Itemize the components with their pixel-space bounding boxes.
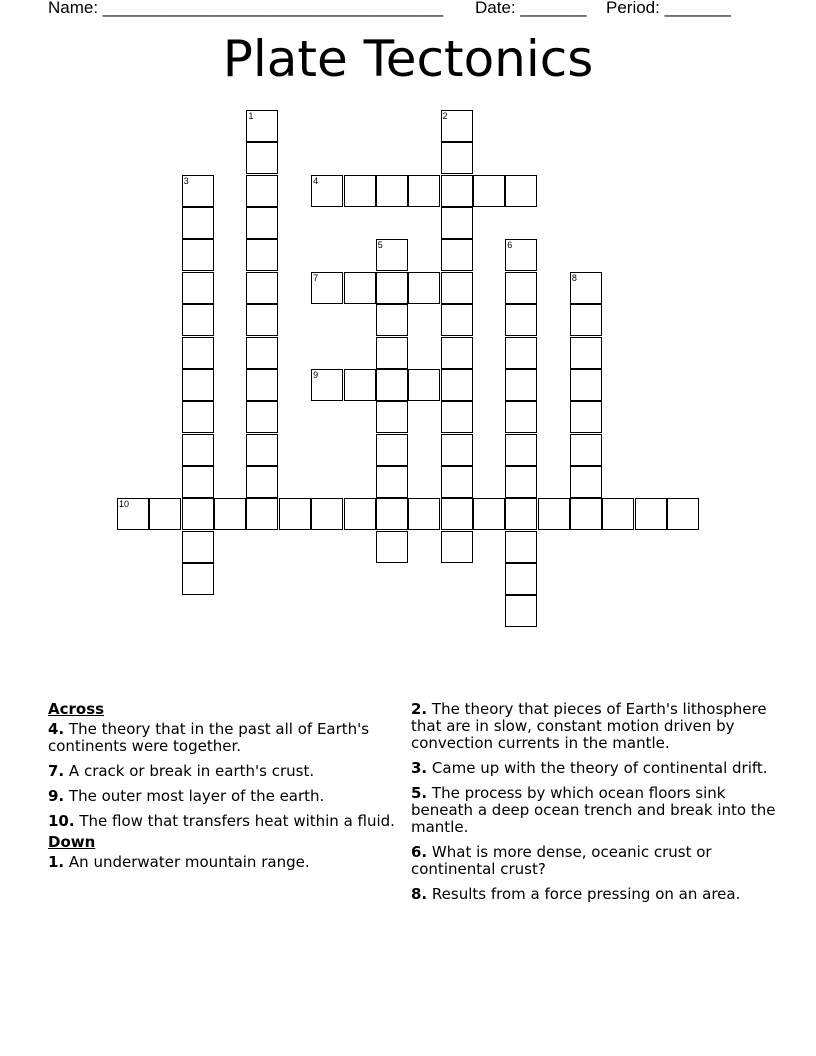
crossword-cell[interactable] [376,272,408,304]
clue-across-9: 9. The outer most layer of the earth. [48,787,325,805]
crossword-cell[interactable] [505,401,537,433]
crossword-cell[interactable] [214,498,246,530]
crossword-cell[interactable] [246,466,278,498]
crossword-cell[interactable] [441,239,473,271]
crossword-cell[interactable] [441,369,473,401]
crossword-cell[interactable] [441,272,473,304]
crossword-cell[interactable] [408,175,440,207]
crossword-cell[interactable] [246,207,278,239]
crossword-cell[interactable] [570,466,602,498]
crossword-cell[interactable] [505,369,537,401]
crossword-cell[interactable] [441,498,473,530]
crossword-cell[interactable] [441,304,473,336]
crossword-cell[interactable] [117,498,149,530]
clue-across-7: 7. A crack or break in earth's crust. [48,762,315,780]
crossword-cell[interactable] [246,434,278,466]
page-title: Plate Tectonics [222,30,594,88]
clue-down-8: 8. Results from a force pressing on an area. [411,885,741,903]
crossword-cell[interactable] [570,401,602,433]
crossword-cell[interactable] [570,337,602,369]
crossword-cell[interactable] [473,498,505,530]
clue-number: 10 [119,499,130,510]
crossword-cell[interactable] [182,401,214,433]
clue-number: 6 [507,240,513,251]
crossword-cell[interactable] [570,498,602,530]
crossword-cell[interactable] [441,110,473,142]
crossword-cell[interactable] [246,110,278,142]
name-field-label[interactable]: Name: ____________________________________ [48,0,444,17]
crossword-cell[interactable] [182,434,214,466]
clue-across-4: 4. The theory that in the past all of Earth's continents were together. [48,720,370,755]
clues-left-column [48,701,398,879]
clue-number: 4 [313,175,319,186]
clue-down-6: 6. What is more dense, oceanic crust or continental crust? [411,843,712,878]
crossword-cell[interactable] [376,466,408,498]
clue-number: 7 [313,272,319,283]
crossword-cell[interactable] [182,304,214,336]
crossword-cell[interactable] [182,563,214,595]
crossword-cell[interactable] [505,595,537,627]
crossword-cell[interactable] [376,175,408,207]
crossword-cell[interactable] [246,337,278,369]
crossword-cell[interactable] [182,498,214,530]
clue-number: 9 [313,369,319,380]
crossword-cell[interactable] [246,498,278,530]
crossword-cell[interactable] [311,175,343,207]
crossword-cell[interactable] [279,498,311,530]
crossword-cell[interactable] [182,337,214,369]
crossword-cell[interactable] [441,434,473,466]
crossword-cell[interactable] [441,531,473,563]
clue-number: 1 [248,111,254,121]
crossword-cell[interactable] [246,272,278,304]
crossword-cell[interactable] [441,401,473,433]
crossword-cell[interactable] [182,239,214,271]
crossword-cell[interactable] [182,272,214,304]
crossword-cell[interactable] [246,239,278,271]
crossword-cell[interactable] [311,369,343,401]
crossword-cell[interactable] [570,304,602,336]
clue-number: 2 [442,111,448,121]
crossword-cell[interactable] [376,304,408,336]
crossword-cell[interactable] [182,369,214,401]
crossword-cell[interactable] [246,304,278,336]
crossword-cell[interactable] [246,401,278,433]
crossword-cell[interactable] [570,272,602,304]
clue-number: 8 [571,272,577,283]
crossword-cell[interactable] [408,272,440,304]
crossword-cell[interactable] [376,369,408,401]
crossword-cell[interactable] [376,531,408,563]
crossword-cell[interactable] [505,239,537,271]
crossword-cell[interactable] [473,175,505,207]
period-field-label[interactable]: Period: _______ [606,0,731,17]
crossword-cell[interactable] [505,304,537,336]
crossword-cell[interactable] [602,498,634,530]
crossword-cell[interactable] [182,207,214,239]
crossword-cell[interactable] [376,337,408,369]
crossword-cell[interactable] [505,531,537,563]
clue-down-5: 5. The process by which ocean floors sink beneath a deep ocean trench and break into the mantle. [411,784,776,836]
crossword-cell[interactable] [344,498,376,530]
clues-right-column [411,701,781,911]
crossword-cell[interactable] [376,498,408,530]
crossword-cell[interactable] [182,466,214,498]
crossword-cell[interactable] [246,175,278,207]
crossword-cell[interactable] [505,498,537,530]
clue-number: 3 [183,175,189,186]
crossword-cell[interactable] [538,498,570,530]
clue-across-10: 10. The flow that transfers heat within a fluid. [48,812,395,830]
crossword-cell[interactable] [441,175,473,207]
crossword-cell[interactable] [344,272,376,304]
clue-number: 5 [377,240,383,251]
clue-down-2: 2. The theory that pieces of Earth's lithosphere that are in slow, constant motion driven by convection currents in the mantle. [411,700,767,752]
across-heading: Across [48,700,105,718]
crossword-cell[interactable] [376,401,408,433]
crossword-cell[interactable] [408,498,440,530]
clue-down-3: 3. Came up with the theory of continental drift. [411,759,768,777]
crossword-cell[interactable] [635,498,667,530]
crossword-cell[interactable] [570,434,602,466]
crossword-cell[interactable] [505,434,537,466]
crossword-cell[interactable] [246,142,278,174]
crossword-cell[interactable] [311,272,343,304]
crossword-cell[interactable] [505,563,537,595]
crossword-cell[interactable] [505,272,537,304]
crossword-cell[interactable] [376,434,408,466]
crossword-cell[interactable] [505,466,537,498]
crossword-cell[interactable] [505,175,537,207]
crossword-cell[interactable] [408,369,440,401]
crossword-cell[interactable] [441,207,473,239]
crossword-cell[interactable] [311,498,343,530]
crossword-cell[interactable] [344,175,376,207]
crossword-cell[interactable] [441,466,473,498]
crossword-cell[interactable] [570,369,602,401]
crossword-cell[interactable] [376,239,408,271]
clue-down-1: 1. An underwater mountain range. [48,853,310,871]
crossword-cell[interactable] [182,175,214,207]
crossword-cell[interactable] [441,142,473,174]
down-heading: Down [48,833,96,851]
crossword-cell[interactable] [344,369,376,401]
crossword-cell[interactable] [667,498,699,530]
crossword-cell[interactable] [505,337,537,369]
crossword-cell[interactable] [182,531,214,563]
crossword-cell[interactable] [246,369,278,401]
date-field-label[interactable]: Date: _______ [475,0,587,17]
crossword-cell[interactable] [441,337,473,369]
crossword-cell[interactable] [149,498,181,530]
